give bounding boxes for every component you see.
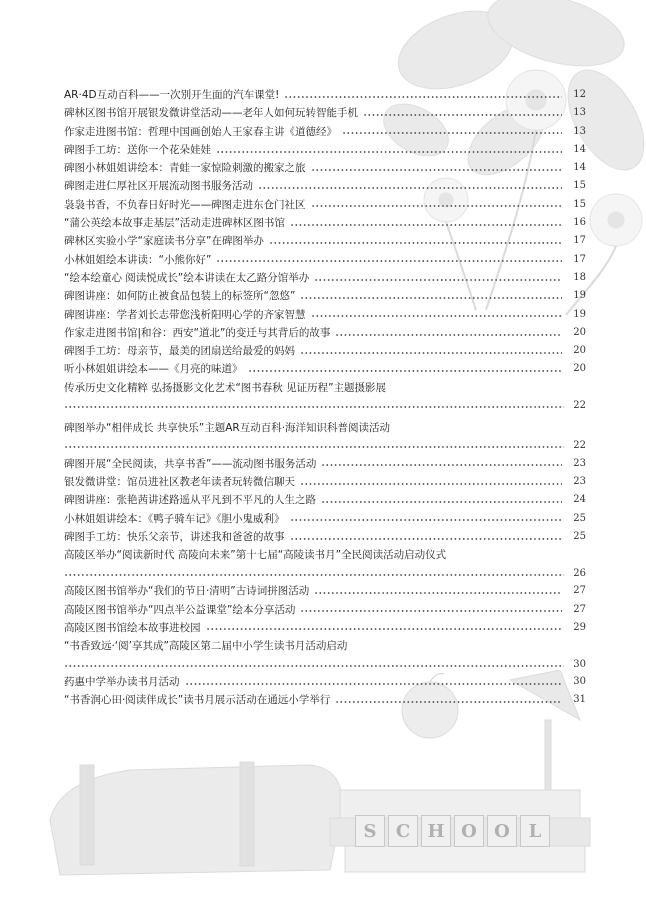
toc-entry[interactable]: 碑图讲座：学者刘长志带您浅析阳明心学的齐家智慧 19 [64,308,586,321]
letter-block: C [388,815,418,847]
school-blocks [355,815,550,847]
toc-entry[interactable]: 传承历史文化精粹 弘扬摄影文化艺术“图书春秋 见证历程”主题摄影展 22 [64,381,586,412]
toc-entry[interactable]: AR·4D互动百科——一次别开生面的汽车课堂! 12 [64,89,586,101]
table-of-contents [64,86,586,710]
toc-entry[interactable]: 作家走进图书馆：哲理中国画创始人王家春主讲《道德经》 13 [64,125,586,138]
toc-entry[interactable]: “蒲公英绘本故事走基层”活动走进碑林区图书馆 16 [64,217,586,230]
toc-entry[interactable]: 碑图开展“全民阅读，共享书香”——流动图书服务活动 23 [64,457,586,470]
toc-entry[interactable]: 小林姐姐绘本讲读：“小熊你好” 17 [64,253,586,266]
toc-entry[interactable]: 碑林区实验小学“家庭读书分享”在碑图举办 17 [64,235,586,248]
toc-entry[interactable]: “绘本绘童心 阅读悦成长”绘本讲读在太乙路分馆举办 18 [64,271,586,284]
toc-entry[interactable]: 高陵区图书馆举办“四点半公益课堂”绘本分享活动 27 [64,603,586,616]
toc-entry[interactable]: 碑图讲座：张艳茜讲述路遥从平凡到不平凡的人生之路 24 [64,494,586,507]
toc-entry[interactable]: 袅袅书香，不负春日好时光——碑图走进东仓门社区 15 [64,198,586,211]
toc-entry[interactable]: 碑图手工坊：送你一个花朵娃娃 14 [64,143,586,156]
toc-entry[interactable]: 碑图讲座：如何防止被食品包装上的标签所“忽悠” 19 [64,290,586,303]
letter-block: S [355,815,385,847]
toc-entry[interactable]: 药惠中学举办读书月活动 30 [64,676,586,689]
toc-entry[interactable]: 碑图举办“相伴成长 共享快乐”主题AR互动百科·海洋知识科普阅读活动 22 [64,421,586,452]
toc-entry[interactable]: 听小林姐姐讲绘本——《月亮的味道》 20 [64,363,586,376]
toc-entry[interactable]: 碑林区图书馆开展银发微讲堂活动——老年人如何玩转智能手机 13 [64,107,586,120]
toc-entry[interactable]: 碑图手工坊：母亲节，最美的团扇送给最爱的妈妈 20 [64,345,586,358]
letter-block: O [454,815,484,847]
toc-entry[interactable]: “书香润心田·阅读伴成长”读书月展示活动在通远小学举行 31 [64,694,586,707]
letter-block: H [421,815,451,847]
toc-entry[interactable]: 小林姐姐讲绘本：《鸭子骑车记》《胆小鬼威利》 25 [64,512,586,525]
toc-entry[interactable]: 高陵区图书馆绘本故事进校园 29 [64,621,586,634]
toc-entry[interactable]: 作家走进图书馆|和谷：西安“道北”的变迁与其背后的故事 20 [64,326,586,339]
letter-block: O [487,815,517,847]
toc-entry[interactable]: 银发微讲堂：馆员进社区教老年读者玩转微信聊天 23 [64,476,586,489]
letter-block: L [520,815,550,847]
toc-entry[interactable]: 高陵区举办“阅读新时代 高陵向未来”第十七届“高陵读书月”全民阅读活动启动仪式 26 [64,549,586,579]
toc-entry[interactable]: 高陵区图书馆举办“我们的节日·清明”古诗词拼图活动 27 [64,585,586,598]
toc-entry[interactable]: “书香致远·‘阅’享其成”高陵区第二届中小学生读书月活动启动 30 [64,640,586,670]
toc-entry[interactable]: 碑图走进仁厚社区开展流动图书服务活动 15 [64,180,586,193]
toc-entry[interactable]: 碑图手工坊：快乐父亲节，讲述我和爸爸的故事 25 [64,530,586,543]
toc-entry[interactable]: 碑图小林姐姐讲绘本：青蛙一家惊险刺激的搬家之旅 14 [64,162,586,175]
